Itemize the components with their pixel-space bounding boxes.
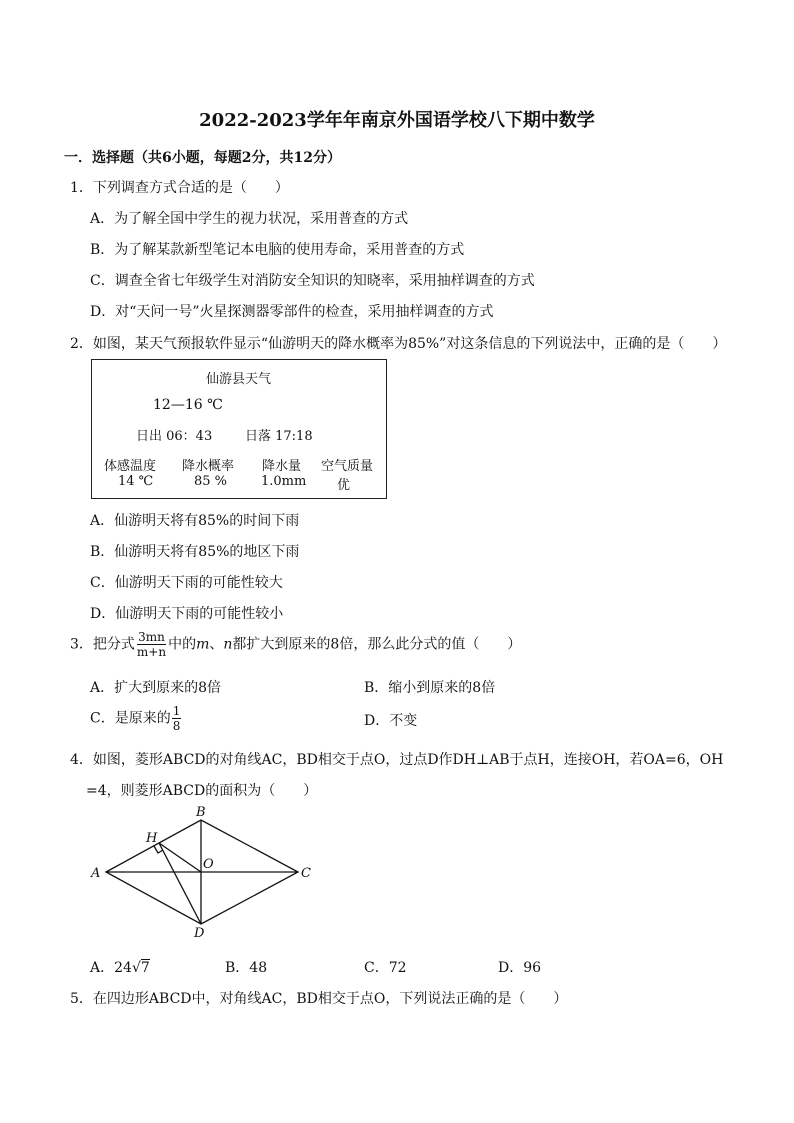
question-3-stem-post: 都扩大到原来的8倍，那么此分式的值（ ）	[232, 636, 522, 653]
question-2-option-d: D．仙游明天下雨的可能性较小	[90, 606, 284, 622]
label-a: A	[91, 866, 101, 881]
question-1-option-d: D．对“天问一号”火星探测器零部件的检查，采用抽样调查的方式	[90, 304, 494, 320]
separator: 、	[209, 636, 224, 653]
weather-label-precip-prob: 降水概率	[182, 459, 235, 474]
question-3-stem-mid: 中的	[168, 636, 197, 653]
weather-title: 仙游县天气	[205, 372, 271, 387]
question-3-option-b: B．缩小到原来的8倍	[364, 680, 496, 696]
weather-label-precip-amount: 降水量	[262, 459, 302, 474]
question-2-option-c: C．仙游明天下雨的可能性较大	[90, 575, 283, 591]
question-1-stem: 1．下列调查方式合适的是（ ）	[70, 180, 289, 196]
question-1-option-a: A．为了解全国中学生的视力状况，采用普查的方式	[90, 211, 409, 227]
question-4-option-a-pre: A．24	[90, 960, 132, 976]
question-4-option-d: D．96	[498, 960, 542, 976]
question-3-option-c	[90, 704, 182, 733]
question-2-stem: 2．如图，某天气预报软件显示“仙游明天的降水概率为85%”对这条信息的下列说法中，正确的是（ ）	[70, 336, 727, 352]
rhombus-diagram	[88, 806, 328, 946]
weather-value-precip-prob: 85 %	[194, 474, 228, 489]
question-2-option-a: A．仙游明天将有85%的时间下雨	[90, 513, 300, 529]
question-3-stem	[70, 630, 521, 659]
label-o: O	[203, 857, 214, 872]
question-4-option-c: C．72	[364, 960, 407, 976]
label-b: B	[196, 806, 206, 820]
question-3-stem-pre: 3．把分式	[70, 636, 135, 653]
weather-value-air-quality: 优	[337, 478, 351, 493]
fraction-one-eighth	[172, 704, 182, 733]
question-2-option-b: B．仙游明天将有85%的地区下雨	[90, 544, 300, 560]
weather-card	[91, 359, 387, 499]
question-3-option-d: D．不变	[364, 713, 418, 729]
weather-value-feels-like: 14 ℃	[118, 474, 154, 489]
weather-label-air-quality: 空气质量	[321, 459, 374, 474]
fraction-numerator: 3mn	[138, 630, 165, 644]
fraction-3mn-over-m-plus-n	[136, 630, 167, 659]
page-title: 2022-2023学年年南京外国语学校八下期中数学	[199, 110, 595, 131]
label-h: H	[146, 831, 158, 846]
weather-sunset: 日落 17:18	[245, 429, 313, 444]
question-3-option-a: A．扩大到原来的8倍	[90, 680, 222, 696]
fraction-numerator: 1	[172, 704, 181, 718]
question-4-stem-line-2: =4，则菱形ABCD的面积为（ ）	[86, 783, 318, 799]
weather-value-precip-amount: 1.0mm	[261, 474, 307, 489]
label-c: C	[301, 866, 311, 881]
sqrt-radicand: 7	[140, 960, 150, 976]
question-5-stem: 5．在四边形ABCD中，对角线AC，BD相交于点O，下列说法正确的是（ ）	[70, 991, 568, 1007]
segment-oh	[159, 843, 201, 872]
sqrt-symbol: √	[131, 960, 141, 976]
question-4-option-a	[90, 957, 150, 977]
question-1-option-c: C．调查全省七年级学生对消防安全知识的知晓率，采用抽样调查的方式	[90, 273, 535, 289]
question-3-option-c-pre: C．是原来的	[90, 710, 171, 727]
question-4-stem-line-1: 4．如图，菱形ABCD的对角线AC，BD相交于点O，过点D作DH⊥AB于点H，连接OH，若OA=6，OH	[70, 752, 724, 768]
variable-m: m	[196, 636, 210, 653]
question-1-option-b: B．为了解某款新型笔记本电脑的使用寿命，采用普查的方式	[90, 242, 465, 258]
weather-temperature: 12—16 ℃	[153, 397, 223, 413]
weather-sunrise: 日出 06：43	[136, 429, 213, 444]
weather-label-feels-like: 体感温度	[104, 459, 157, 474]
fraction-denominator: m+n	[136, 645, 167, 659]
label-d: D	[194, 926, 205, 941]
question-4-option-b: B．48	[225, 960, 268, 976]
section-heading: 一．选择题（共6小题，每题2分，共12分）	[64, 150, 341, 166]
fraction-denominator: 8	[172, 719, 181, 733]
variable-n: n	[223, 636, 233, 653]
